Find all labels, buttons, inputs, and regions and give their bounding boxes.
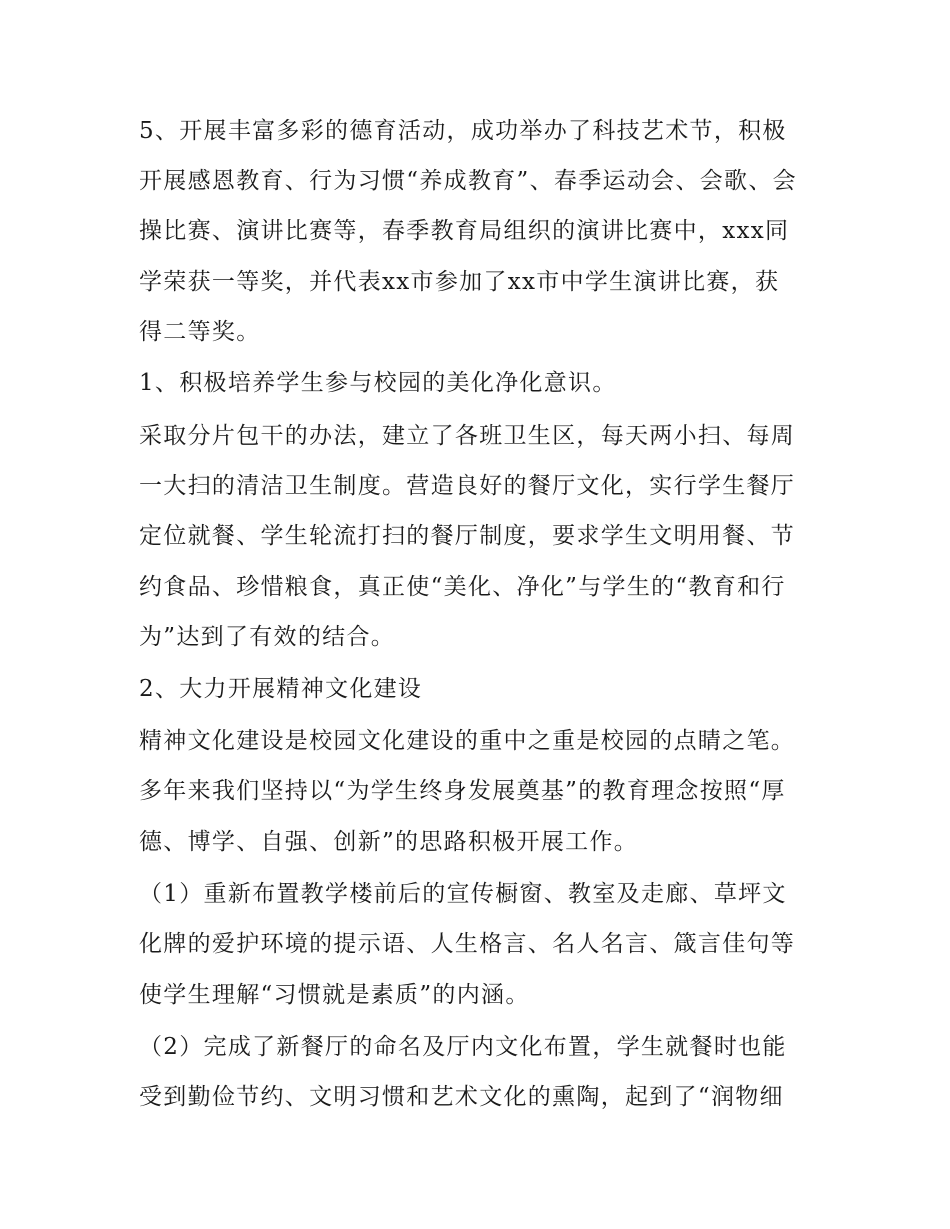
text-line: 操比赛、演讲比赛等，春季教育局组织的演讲比赛中，xxx同 xyxy=(139,218,790,244)
text-line: 学荣获一等奖，并代表xx市参加了xx市中学生演讲比赛，获 xyxy=(139,269,780,295)
text-line: 一大扫的清洁卫生制度。营造良好的餐厅文化，实行学生餐厅 xyxy=(139,473,796,499)
text-line: 化牌的爱护环境的提示语、人生格言、名人名言、箴言佳句等 xyxy=(139,931,796,957)
text-line: 5、开展丰富多彩的德育活动，成功举办了科技艺术节，积极 xyxy=(139,118,787,144)
text-line: 德、博学、自强、创新”的思路积极开展工作。 xyxy=(139,829,639,855)
text-line: 约食品、珍惜粮食，真正使“美化、净化”与学生的“教育和行 xyxy=(139,574,786,600)
text-line: 多年来我们坚持以“为学生终身发展奠基”的教育理念按照“厚 xyxy=(139,778,786,804)
text-line: （2）完成了新餐厅的命名及厅内文化布置，学生就餐时也能 xyxy=(139,1034,787,1060)
text-line: （1）重新布置教学楼前后的宣传橱窗、教室及走廊、草坪文 xyxy=(139,881,787,907)
text-line: 精神文化建设是校园文化建设的重中之重是校园的点睛之笔。 xyxy=(139,728,796,754)
section-heading: 2、大力开展精神文化建设 xyxy=(139,676,423,702)
text-line: 为”达到了有效的结合。 xyxy=(139,624,396,650)
text-line: 定位就餐、学生轮流打扫的餐厅制度，要求学生文明用餐、节 xyxy=(139,523,796,549)
text-line: 得二等奖。 xyxy=(139,319,261,345)
text-line: 开展感恩教育、行为习惯“养成教育”、春季运动会、会歌、会 xyxy=(139,168,797,194)
text-line: 采取分片包干的办法，建立了各班卫生区，每天两小扫、每周 xyxy=(139,423,796,449)
text-line: 受到勤俭节约、文明习惯和艺术文化的熏陶，起到了“润物细 xyxy=(139,1084,784,1110)
text-line: 使学生理解“习惯就是素质”的内涵。 xyxy=(139,982,530,1008)
section-heading: 1、积极培养学生参与校园的美化净化意识。 xyxy=(139,370,617,396)
